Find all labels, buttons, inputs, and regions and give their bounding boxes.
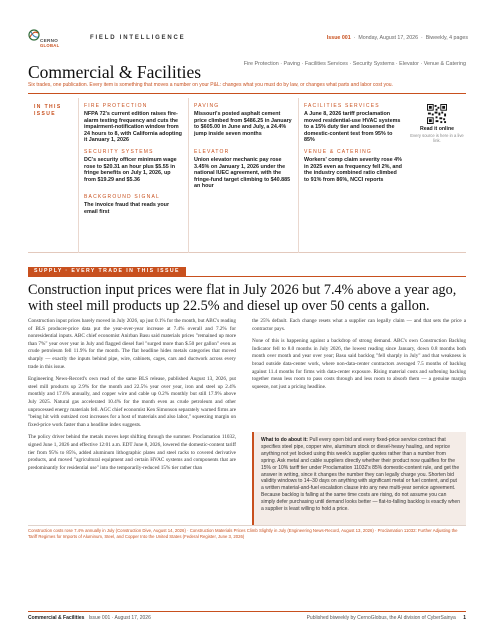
issue-item-facilities-services[interactable] (304, 103, 402, 144)
issue-item-text: DC's security officer minimum wage rose to $20.31 an hour plus $5.55 in fringe benefits on July 1, 2026, up from $19.29 and $5.36 (84, 157, 177, 183)
brand-name: CERNO (40, 38, 59, 43)
footer-credit: Published biweekly by CernoGlobus, the AI division of CyberSainya (306, 615, 456, 621)
article-paragraph: Engineering News-Record's own read of the same BLS release, published August 13, 2026, put steel mill products up 2.9% for the month and 22.5% year over year, iron and steel up 2.4% monthly and 17.6% annually, and copper wire and cable up 0.2% monthly but still 17.9% above July 2025. Natural gas accelerated 10.4% for the month even as crude petroleum and other unprocessed energy materials fell. AGC chief economist Ken Simonson separately warned firms are "being hit with outsized cost increases for a host of materials and also labor," squeezing margin on fixed-price work faster than a headline index suggests. (28, 376, 236, 428)
page-number: 1 (463, 615, 466, 621)
issue-item-text: Union elevator mechanic pay rose 3.45% on January 1, 2026 under the national IUEC agreement, with the fringe-fund target climbing to $40.885 an hour (194, 157, 291, 190)
issue-item-tag: FIRE PROTECTION (84, 103, 148, 109)
footnote-divider (28, 525, 466, 526)
in-this-issue-column-2 (188, 98, 298, 253)
issue-item-text: The invoice fraud that reads your email first (84, 202, 170, 215)
publication-tagline: Six trades, one publication. Every item is something that moves a number on your P&L: changes what you must do by law, or changes what parts and labor cost you. (28, 82, 393, 88)
masthead (28, 28, 468, 50)
issue-item-tag: PAVING (194, 103, 220, 109)
issue-item-paving[interactable] (194, 103, 294, 137)
brand-suffix: GLOBAL (40, 43, 60, 48)
brand-logo[interactable] (28, 28, 76, 50)
footer-issue: Issue 001 · August 17, 2026 (88, 615, 151, 621)
in-this-issue-column-1 (78, 98, 188, 253)
section-divider (28, 276, 466, 277)
in-this-issue-column-3 (298, 98, 404, 253)
in-this-issue-label: IN THIS ISSUE (34, 104, 62, 117)
issue-line: Issue 001 · Monday, August 17, 2026 · Biweekly, 4 pages (326, 35, 468, 41)
article-paragraph: the 25% default. Each change resets what a supplier can legally claim — and that sets the price a contractor pays. (252, 318, 466, 332)
issue-frequency: Biweekly, 4 pages (425, 35, 468, 41)
read-online-block[interactable] (408, 104, 466, 143)
article-paragraph: None of this is happening against a backdrop of strong demand. ABC's own Construction Backlog Indicator fell to 8.0 months in July 2026, the lowest reading since January, down 0.8 months both month over month and year over year; Basu said backlog "fell sharply in July" and that weakness is broad outside data-center work, where non-data-center contractors averaged 7.5 months of backlog against 11.4 months for firms with data-center exposure. Rising material costs and softening backlog together mean less room to pass costs through and less room to absorb them — a genuine margin squeeze, not just a pricing headline. (252, 338, 466, 390)
issue-date: Monday, August 17, 2026 (358, 35, 419, 41)
issue-item-tag: ELEVATOR (194, 149, 230, 155)
issue-item-venue-catering[interactable] (304, 149, 402, 183)
issue-item-security-systems[interactable] (84, 149, 184, 183)
publication-topics: Fire Protection · Paving · Facilities Services · Security Systems · Elevator · Venue & Catering (243, 61, 466, 67)
read-online-label: Read it online (419, 126, 454, 132)
issue-item-tag: BACKGROUND SIGNAL (84, 194, 160, 200)
issue-item-background-signal[interactable] (84, 194, 184, 215)
issue-item-text: Missouri's posted asphalt cement price climbed from $486.25 in January to $605.00 in June and July, a 24.4% jump inside seven months (194, 111, 292, 137)
footer-credit-block (307, 615, 466, 621)
issue-item-tag: FACILITIES SERVICES (304, 103, 380, 109)
article-body-right (252, 318, 466, 396)
footer-divider (28, 611, 466, 612)
callout-text: Pull every open bid and every fixed-price service contract that specifies steel pipe, copper wire, aluminum stock or diesel-heavy hauling, and reprice anything not yet locked using this week's supplier quotes rather than a number from spring. Ask metal and cable suppliers directly whether their product now qualifies for the 15% or 10% tariff tier under Proclamation 11032's 85% domestic-content rule, and get the answer in writing, since it changes the number they can legally charge you. Shorten bid validity windows to 14–30 days on anything with significant metal or fuel content, and put a written material-and-fuel escalation clause into any new multi-year service agreement. Because backlog is falling at the same time costs are rising, do not assume you can simply defer purchasing until demand looks better — flat-to-falling backlog is exactly when a supplier is least willing to hold a price. (261, 437, 460, 513)
publication-title: Commercial & Facilities (28, 62, 202, 82)
source-citations[interactable]: Construction costs rose 7.4% annually in July (Construction Dive, August 14, 2026) · Construction Materials Prices Climb Slightly in July (Engineering News-Record, August 13, 2026) · Proclamation 11032: Further Adjusting the Tariff Regimes for Imports of Aluminum, Steel, and Copper Into the United States (Federal Register, June 3, 2026) (28, 528, 458, 539)
callout-label: What to do about it: (261, 437, 308, 443)
action-callout (252, 432, 466, 525)
section-tag: SUPPLY · EVERY TRADE IN THIS ISSUE (28, 267, 186, 276)
issue-item-text: A June 8, 2026 tariff proclamation moved residential-use HVAC systems to a 15% duty tier and loosened the domestic-content test from 95% to 85% (304, 111, 401, 144)
header-divider (28, 93, 466, 94)
globe-logo-icon (28, 28, 40, 42)
article-paragraph: Construction input prices barely moved in July 2026, up just 0.1% for the month, but ABC's reading of BLS producer-price data put the year-over-year increase at 7.4% overall and 7.2% for nonresidential inputs. ABC chief economist Anirban Basu said materials prices "remained up more than 7%" year over year in July and flagged diesel fuel "surged more than $.50 per gallon" even as crude petroleum fell 11.9% for the month. The flat headline hides metals categories that moved sharply — exactly the inputs behind pipe, wire, cabinets, cages, cars and ductwork across every trade in this issue. (28, 318, 236, 370)
qr-code-icon[interactable] (427, 104, 447, 124)
issue-item-fire-protection[interactable] (84, 103, 184, 144)
footer-title: Commercial & Facilities (28, 615, 85, 621)
read-online-sub: Every source is here in a live link. (410, 133, 464, 143)
article-body-left (28, 318, 236, 477)
issue-item-text: NFPA 72's current edition raises fire-alarm testing frequency and cuts the impairment-notification window from 24 hours to 8, with California adopting it January 1, 2026 (84, 111, 182, 144)
issue-item-elevator[interactable] (194, 149, 294, 190)
issue-item-tag: SECURITY SYSTEMS (84, 149, 154, 155)
footer-publication (28, 615, 151, 621)
issue-item-text: Workers' comp claim severity rose 4% in 2025 even as frequency fell 2%, and the industry combined ratio climbed to 91% from 86%, NCCI reports (304, 157, 402, 183)
in-this-issue-panel (28, 98, 466, 253)
article-paragraph: The policy driver behind the metals moves kept shifting through the summer. Proclamation 11032, signed June 1, 2026 and effective 12:01 a.m. EDT June 8, 2026, lowered the domestic-content tariff tier from 95% to 85%, added aluminum lithographic plates and steel racks to covered derivative products, and moved "agricultural equipment and certain HVAC systems and components that are predominantly for residential use" into the temporarily-reduced 15% tier rather than (28, 434, 236, 471)
title-row (28, 58, 466, 84)
issue-item-tag: VENUE & CATERING (304, 149, 373, 155)
article-headline: Construction input prices were flat in July 2026 but 7.4% above a year ago, with steel mill products up 22.5% and diesel up over 50 cents a gallon. (28, 282, 457, 314)
issue-number: Issue 001 (326, 35, 351, 41)
masthead-kicker: FIELD INTELLIGENCE (90, 35, 186, 41)
